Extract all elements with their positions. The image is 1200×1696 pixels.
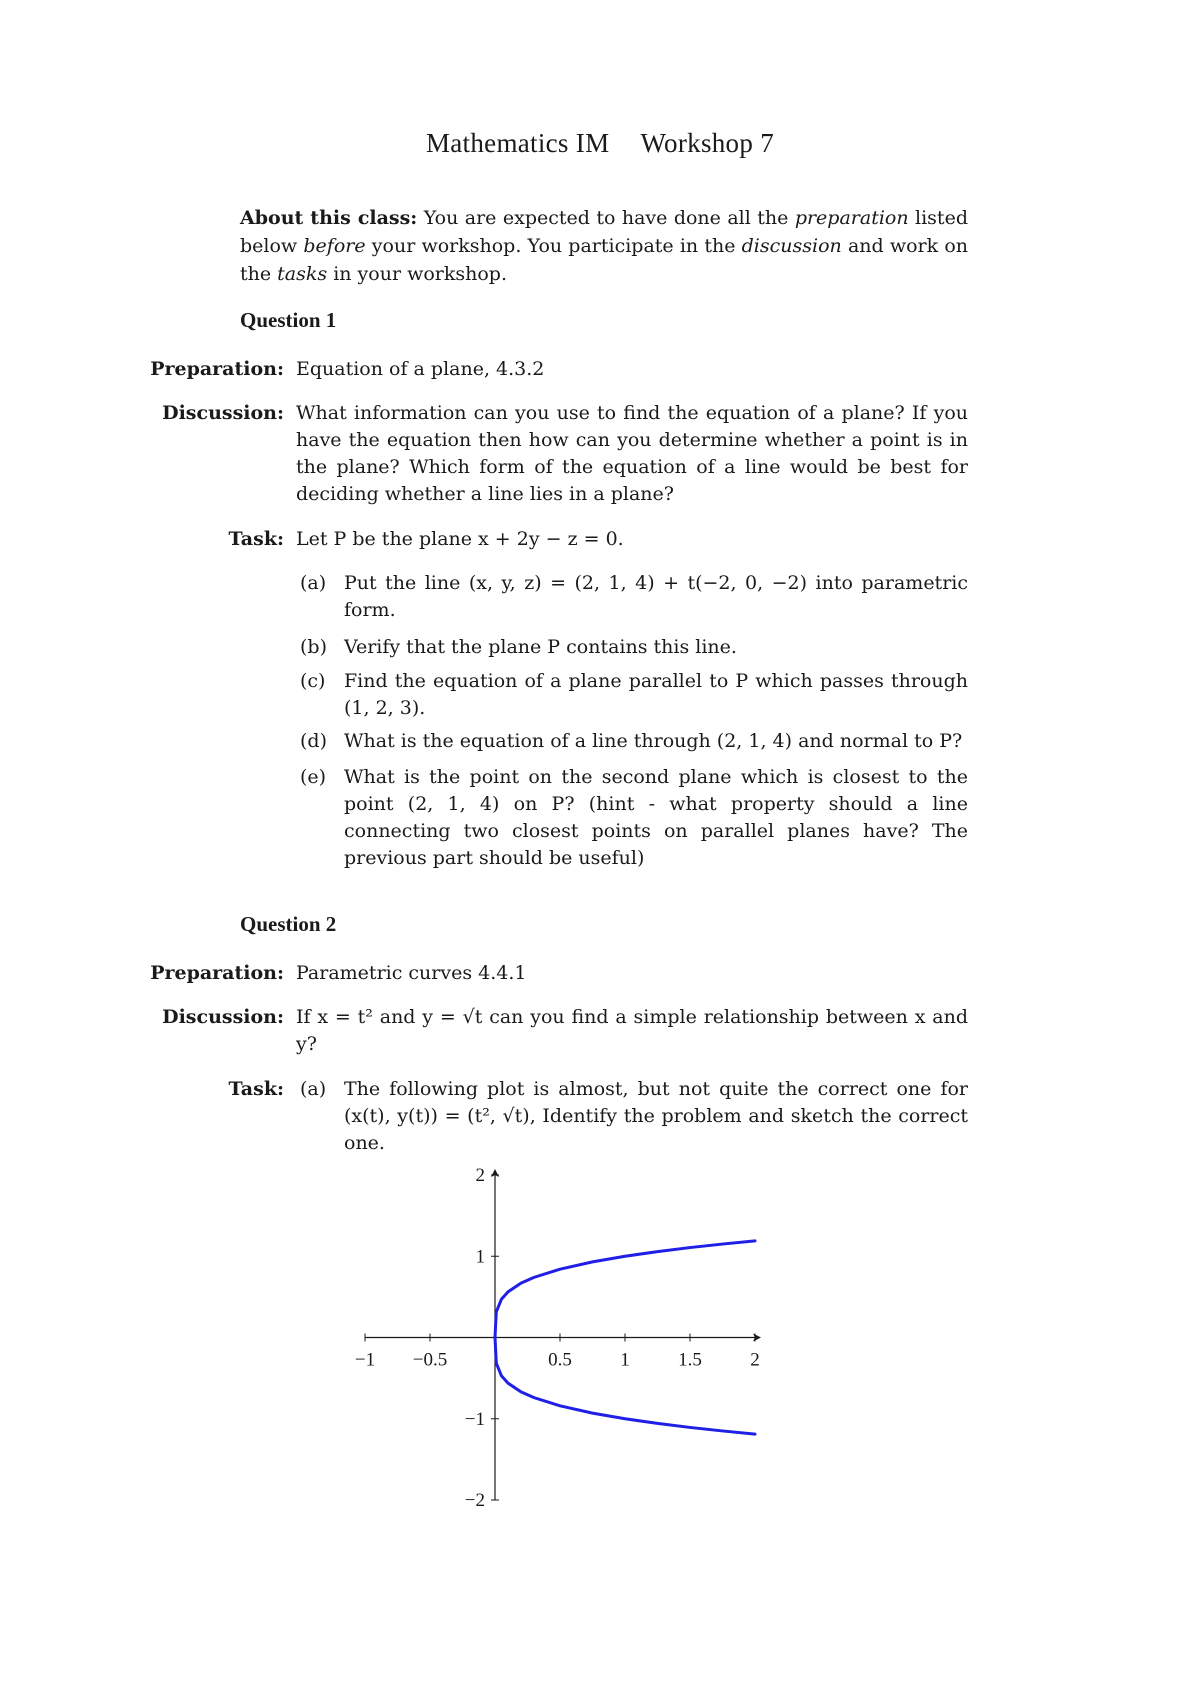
discussion-label: Discussion: — [162, 402, 284, 424]
item-text: What is the point on the second plane which is closest to the point (2, 1, 4) on P? (hint - what property should a line connecting two closest points on parallel planes have? The previous part should be useful) — [344, 766, 968, 869]
series-line-1 — [495, 1241, 755, 1338]
about-text: your workshop. You participate in the — [371, 235, 736, 257]
preparation-label: Preparation: — [150, 358, 284, 380]
task-label: Task: — [228, 528, 284, 550]
discussion-text: What information can you use to find the equation of a plane? If you have the equation then how can you determine whether a point is in the plane? Which form of the equation of a line would be best for deciding whether a line lies in a plane? — [296, 402, 968, 505]
x-tick-label: −0.5 — [412, 1349, 448, 1371]
item-text: Put the line (x, y, z) = (2, 1, 4) + t(−2, 0, −2) into parametric form. — [344, 572, 968, 621]
item-text: The following plot is almost, but not quite the correct one for (x(t), y(t)) = (t², √t), Identify the problem and sketch the correct one. — [344, 1078, 968, 1154]
parametric-plot — [340, 1160, 780, 1524]
about-paragraph — [240, 204, 968, 288]
about-text: and work on the — [240, 235, 969, 285]
about-text: in your workshop. — [333, 263, 508, 285]
about-emphasis: discussion — [741, 235, 842, 257]
item-tag: (e) — [300, 766, 327, 788]
plot-svg — [340, 1160, 780, 1520]
preparation-text: Parametric curves 4.4.1 — [296, 962, 527, 984]
about-text: You are expected to have done all the — [423, 207, 789, 229]
discussion-text: If x = t² and y = √t can you find a simple relationship between x and y? — [296, 1006, 968, 1055]
discussion-label: Discussion: — [162, 1006, 284, 1028]
about-emphasis: before — [303, 235, 366, 257]
task-text: Let P be the plane x + 2y − z = 0. — [296, 528, 624, 550]
y-tick-label: 2 — [475, 1165, 485, 1186]
y-tick-label: −2 — [464, 1490, 485, 1511]
x-tick-label: 1.5 — [678, 1349, 702, 1371]
workshop-number: Workshop 7 — [640, 128, 775, 158]
question-2-heading: Question 2 — [240, 912, 337, 936]
about-emphasis: tasks — [277, 263, 328, 285]
task-label: Task: — [228, 1078, 284, 1100]
y-tick-label: −1 — [464, 1408, 485, 1430]
item-tag: (b) — [300, 636, 327, 658]
x-tick-label: 1 — [620, 1349, 630, 1371]
item-tag: (a) — [300, 1078, 327, 1100]
item-tag: (a) — [300, 572, 327, 594]
x-tick-label: −1 — [354, 1349, 376, 1371]
question-1-heading: Question 1 — [240, 308, 337, 332]
item-tag: (d) — [300, 730, 327, 752]
course-title: Mathematics IM — [425, 128, 610, 158]
preparation-label: Preparation: — [150, 962, 284, 984]
item-tag: (c) — [300, 670, 326, 692]
about-text: listed below — [240, 207, 968, 257]
x-tick-label: 0.5 — [548, 1349, 572, 1371]
item-text: Verify that the plane P contains this line. — [344, 636, 737, 658]
item-text: What is the equation of a line through (2, 1, 4) and normal to P? — [344, 730, 963, 752]
item-text: Find the equation of a plane parallel to P which passes through (1, 2, 3). — [344, 670, 968, 719]
about-label: About this class: — [240, 207, 418, 229]
x-tick-label: 2 — [750, 1349, 760, 1371]
page-title — [0, 128, 1200, 159]
y-tick-label: 1 — [475, 1246, 485, 1268]
preparation-text: Equation of a plane, 4.3.2 — [296, 358, 545, 380]
about-emphasis: preparation — [794, 207, 909, 229]
